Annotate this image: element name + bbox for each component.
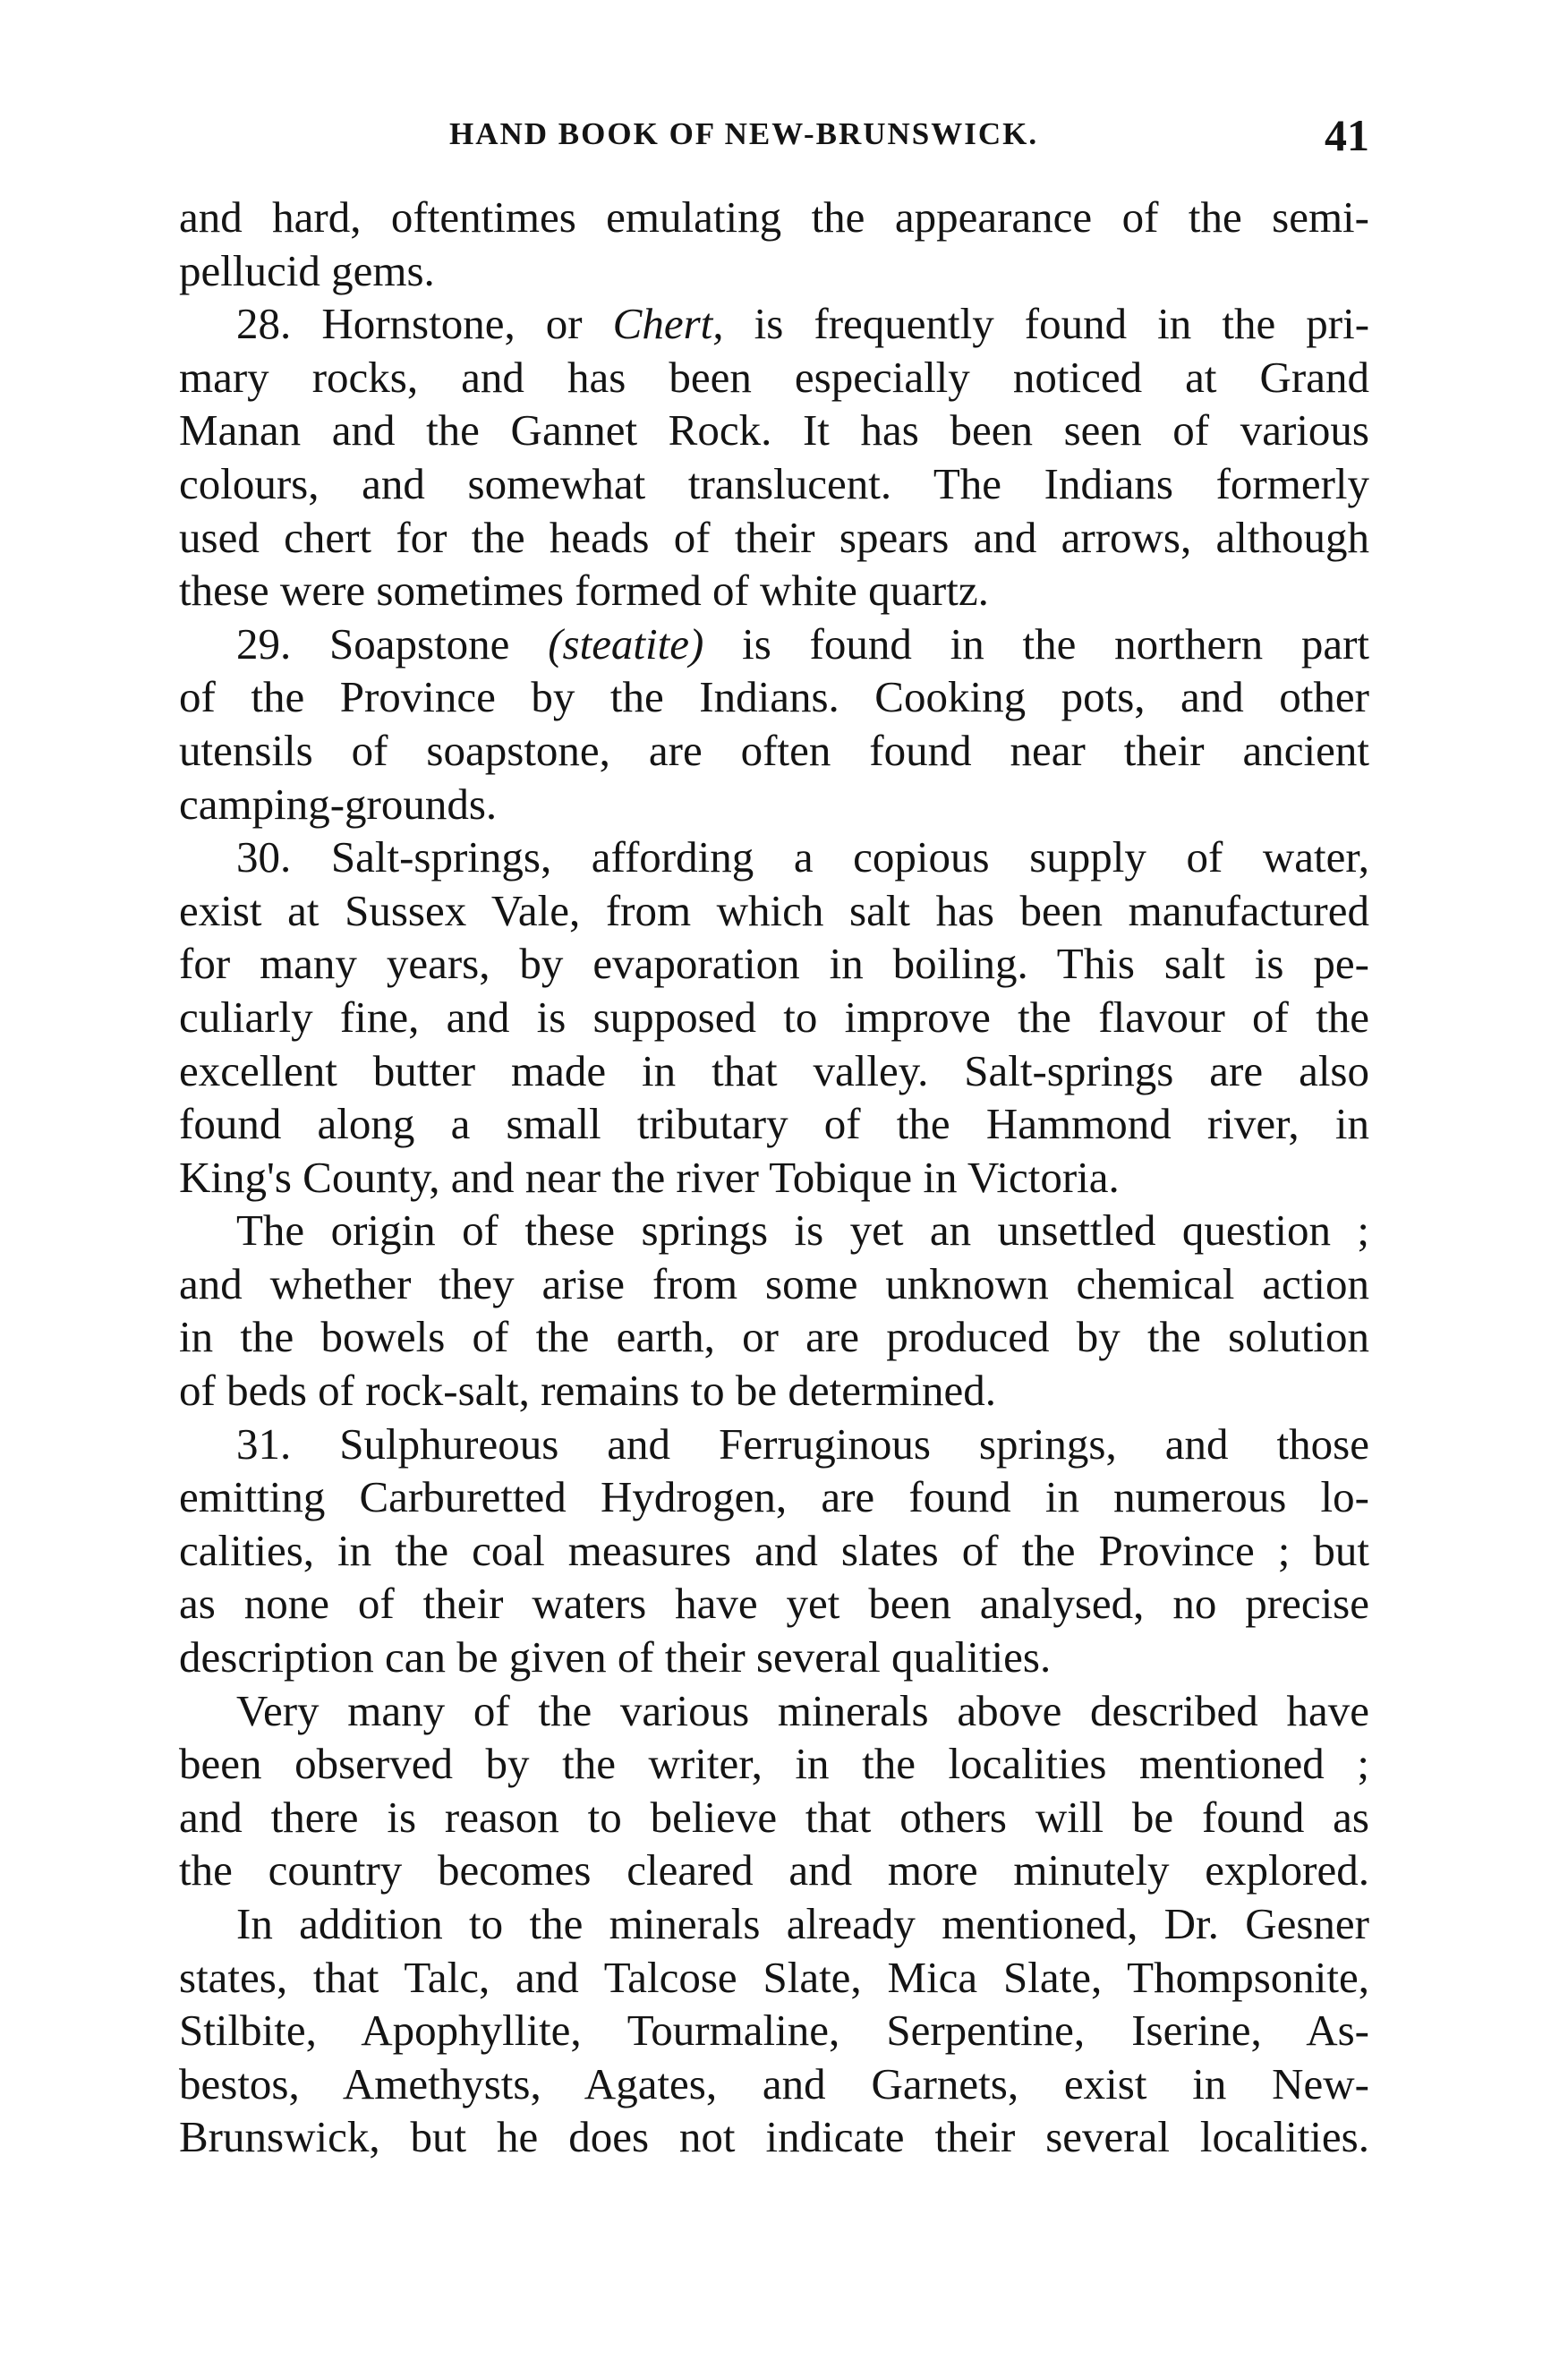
page-number: 41 — [1325, 110, 1369, 160]
body-text — [179, 191, 1369, 2164]
text-line: for many years, by evaporation in boiling. This salt is pe- — [179, 939, 1369, 989]
text-line: mary rocks, and has been especially noticed at Grand — [179, 352, 1369, 402]
text-line: and there is reason to believe that others will be found as — [179, 1792, 1369, 1842]
text-line: Stilbite, Apophyllite, Tourmaline, Serpentine, Iserine, As- — [179, 2006, 1369, 2056]
section-lead: 28. Hornstone, or — [236, 299, 583, 349]
text-line: of the Province by the Indians. Cooking pots, and other — [179, 672, 1369, 722]
text-line: and whether they arise from some unknown chemical action — [179, 1258, 1369, 1308]
text-line: Brunswick, but he does not indicate their several localities. — [179, 2112, 1369, 2162]
text-line: of beds of rock-salt, remains to be determined. — [179, 1366, 997, 1416]
text-line: been observed by the writer, in the localities mentioned ; — [179, 1739, 1369, 1789]
text-line: these were sometimes formed of white quartz. — [179, 566, 989, 616]
text-line: as none of their waters have yet been analysed, no precise — [179, 1579, 1369, 1629]
text-line — [179, 618, 1369, 671]
text-line: exist at Sussex Vale, from which salt has been manufactured — [179, 885, 1369, 935]
text-line: description can be given of their several qualities. — [179, 1632, 1052, 1682]
text-line: states, that Talc, and Talcose Slate, Mica Slate, Thompsonite, — [179, 1952, 1369, 2002]
text-line: colours, and somewhat translucent. The Indians formerly — [179, 458, 1369, 508]
text-line: 30. Salt-springs, affording a copious supply of water, — [236, 832, 1369, 882]
text-line: bestos, Amethysts, Agates, and Garnets, exist in New- — [179, 2058, 1369, 2108]
text-line: The origin of these springs is yet an unsettled question ; — [236, 1205, 1369, 1256]
text-line: calities, in the coal measures and slates of the Province ; but — [179, 1525, 1369, 1575]
text-line — [179, 297, 1369, 351]
text-line: utensils of soapstone, are often found near their ancient — [179, 725, 1369, 775]
text-line: In addition to the minerals already mentioned, Dr. Gesner — [236, 1899, 1369, 1948]
text-line: and hard, oftentimes emulating the appearance of the semi- — [179, 192, 1369, 242]
text-line: in the bowels of the earth, or are produced by the solution — [179, 1312, 1369, 1362]
running-header — [179, 109, 1369, 163]
text-line: King's County, and near the river Tobique in Victoria. — [179, 1152, 1120, 1202]
text-line: Manan and the Gannet Rock. It has been seen of various — [179, 405, 1369, 456]
text-line: used chert for the heads of their spears and arrows, although — [179, 512, 1369, 562]
text-line: excellent butter made in that valley. Salt-springs are also — [179, 1045, 1369, 1095]
italic-term: (steatite) — [548, 618, 704, 669]
text-line: the country becomes cleared and more minutely explored. — [179, 1845, 1369, 1895]
text-line: pellucid gems. — [179, 245, 435, 295]
section-lead: 29. Soapstone — [236, 618, 510, 669]
text-line: found along a small tributary of the Hammond river, in — [179, 1099, 1369, 1149]
text-line: Very many of the various minerals above described have — [236, 1685, 1369, 1735]
text-line: emitting Carburetted Hydrogen, are found in numerous lo- — [179, 1472, 1369, 1522]
line-continuation: is frequently found in the pri- — [754, 299, 1370, 349]
text-line: 31. Sulphureous and Ferruginous springs, and those — [236, 1418, 1369, 1469]
running-title: HAND BOOK OF NEW-BRUNSWICK. — [449, 116, 1039, 151]
text-line: culiarly fine, and is supposed to improve the flavour of the — [179, 992, 1369, 1042]
line-continuation: is found in the northern part — [742, 618, 1369, 669]
text-line: camping-grounds. — [179, 779, 498, 829]
italic-term: Chert, — [612, 299, 724, 349]
